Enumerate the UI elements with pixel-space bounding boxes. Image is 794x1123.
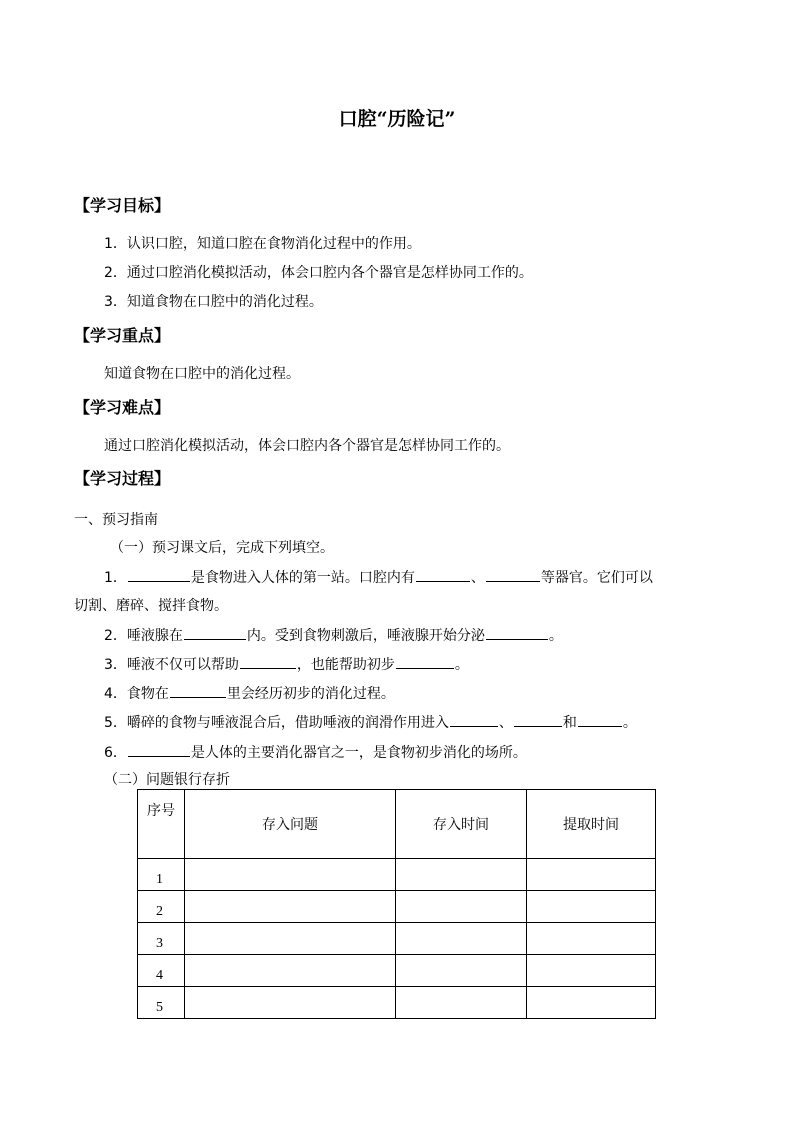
deposit-time-cell[interactable] — [396, 891, 527, 923]
table-row — [138, 955, 656, 987]
fill-question-1: 1． 是食物进入人体的第一站。口腔内有 、 等器官。它们可以 — [104, 567, 653, 587]
objective-item: 2．通过口腔消化模拟活动，体会口腔内各个器官是怎样协同工作的。 — [104, 265, 533, 281]
question-bank-table — [137, 789, 656, 1019]
deposit-time-cell[interactable] — [396, 955, 527, 987]
withdraw-time-cell[interactable] — [527, 923, 656, 955]
key-points-text: 知道食物在口腔中的消化过程。 — [104, 366, 300, 382]
question-cell[interactable] — [185, 955, 396, 987]
question-cell[interactable] — [185, 923, 396, 955]
row-number: 3 — [138, 923, 185, 955]
answer-blank[interactable] — [578, 712, 622, 727]
answer-blank[interactable] — [170, 683, 226, 698]
deposit-time-cell[interactable] — [396, 987, 527, 1019]
column-header: 存入问题 — [185, 790, 396, 859]
deposit-time-cell[interactable] — [396, 859, 527, 891]
row-number: 1 — [138, 859, 185, 891]
objective-item: 3．知道食物在口腔中的消化过程。 — [104, 294, 323, 310]
withdraw-time-cell[interactable] — [527, 891, 656, 923]
answer-blank[interactable] — [184, 625, 246, 640]
table-row — [138, 987, 656, 1019]
difficulties-text: 通过口腔消化模拟活动，体会口腔内各个器官是怎样协同工作的。 — [104, 438, 510, 454]
column-header: 存入时间 — [396, 790, 527, 859]
table-row — [138, 891, 656, 923]
question-cell[interactable] — [185, 987, 396, 1019]
difficulties-heading: 【学习难点】 — [74, 398, 171, 417]
fill-question-5: 5．嚼碎的食物与唾液混合后，借助唾液的润滑作用进入 、 和 。 — [104, 712, 637, 732]
deposit-time-cell[interactable] — [396, 923, 527, 955]
answer-blank[interactable] — [128, 567, 190, 582]
answer-blank[interactable] — [514, 712, 562, 727]
fill-question-1-continued: 切割、磨碎、搅拌食物。 — [74, 598, 228, 614]
answer-blank[interactable] — [396, 654, 454, 669]
withdraw-time-cell[interactable] — [527, 955, 656, 987]
page-title: 口腔“历险记” — [338, 108, 456, 130]
table-row — [138, 923, 656, 955]
objective-item: 1．认识口腔，知道口腔在食物消化过程中的作用。 — [104, 236, 421, 252]
fill-question-6: 6． 是人体的主要消化器官之一，是食物初步消化的场所。 — [104, 742, 527, 762]
key-points-heading: 【学习重点】 — [74, 326, 171, 345]
withdraw-time-cell[interactable] — [527, 987, 656, 1019]
answer-blank[interactable] — [450, 712, 498, 727]
question-cell[interactable] — [185, 891, 396, 923]
preview-heading: 一、预习指南 — [74, 512, 158, 528]
process-heading: 【学习过程】 — [74, 469, 171, 488]
table-row — [138, 859, 656, 891]
table-header-row — [138, 790, 656, 859]
answer-blank[interactable] — [486, 625, 548, 640]
preview-subheading: （一）预习课文后，完成下列填空。 — [110, 540, 334, 556]
fill-question-3: 3．唾液不仅可以帮助 ，也能帮助初步 。 — [104, 654, 469, 674]
question-bank-heading: （二）问题银行存折 — [104, 772, 230, 788]
answer-blank[interactable] — [416, 567, 470, 582]
row-number: 4 — [138, 955, 185, 987]
objectives-heading: 【学习目标】 — [74, 196, 171, 215]
fill-question-4: 4．食物在 里会经历初步的消化过程。 — [104, 683, 395, 703]
fill-question-2: 2．唾液腺在 内。受到食物刺激后，唾液腺开始分泌 。 — [104, 625, 563, 645]
question-cell[interactable] — [185, 859, 396, 891]
row-number: 5 — [138, 987, 185, 1019]
question-number: 1． — [104, 570, 127, 586]
row-number: 2 — [138, 891, 185, 923]
column-header: 提取时间 — [527, 790, 656, 859]
withdraw-time-cell[interactable] — [527, 859, 656, 891]
column-header: 序号 — [138, 790, 185, 859]
answer-blank[interactable] — [486, 567, 540, 582]
answer-blank[interactable] — [128, 742, 190, 757]
answer-blank[interactable] — [240, 654, 296, 669]
